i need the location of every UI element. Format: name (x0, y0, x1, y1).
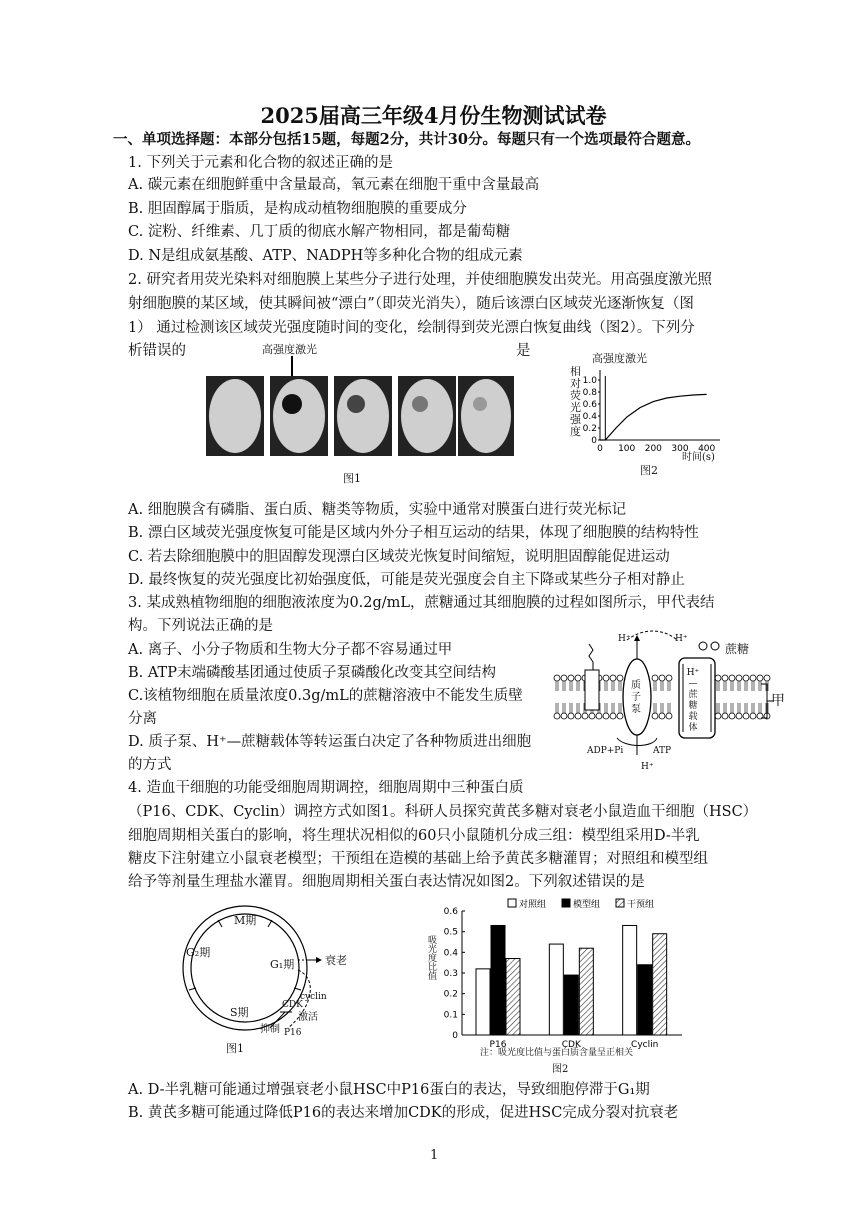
phospholipid-tail (570, 681, 572, 691)
pump-char: 泵 (631, 704, 641, 715)
phospholipid-tail (661, 703, 663, 713)
category-label: Cyclin (631, 1040, 659, 1050)
proton-pump-label (630, 680, 642, 716)
phospholipid-tail (752, 703, 754, 713)
phospholipid-head (582, 713, 588, 719)
h-ion-bottom-label: H⁺ (641, 762, 654, 772)
phospholipid-tail (759, 681, 761, 691)
legend-label: 对照组 (519, 900, 547, 910)
phospholipid-head (589, 713, 595, 719)
q4-stem-line5: 给予等剂量生理盐水灌胃。细胞周期相关蛋白表达情况如图2。下列叙述错误的是 (128, 874, 645, 890)
phospholipid-head (722, 675, 728, 681)
phospholipid-head (715, 713, 721, 719)
x-tick-label: 400 (698, 444, 716, 454)
phospholipid-tail (612, 681, 614, 691)
phospholipid-tail (745, 681, 747, 691)
activate-label: 激活 (298, 1012, 318, 1023)
bar-chart-plot (420, 895, 690, 1050)
phospholipid-head (743, 713, 749, 719)
sucrose-label: 蔗糖 (725, 642, 750, 656)
bar-chart-caption: 图2 (552, 1064, 569, 1075)
page-number: 1 (430, 1148, 439, 1163)
phospholipid-tail (577, 681, 579, 691)
q2-figure2 (562, 350, 732, 480)
fig2-xlabel: 时间(s) (682, 452, 715, 463)
phospholipid-head (666, 713, 672, 719)
bar-Cyclin-0 (623, 925, 637, 1035)
phospholipid-head (554, 675, 560, 681)
y-tick-label: 1.0 (582, 376, 597, 386)
y-tick-label: 0.3 (443, 969, 458, 979)
phospholipid-head (722, 713, 728, 719)
cell-image-2 (270, 376, 328, 456)
bar-P16-1 (491, 925, 505, 1035)
y-tick-label: 0 (591, 436, 597, 446)
bar-CDK-1 (564, 975, 578, 1035)
inhibit-label: 抑制 (260, 1024, 280, 1035)
phospholipid-head (610, 713, 616, 719)
phospholipid-head (617, 713, 623, 719)
y-tick-label: 0.8 (582, 388, 597, 398)
q2-option-d: D. 最终恢复的荧光强度比初始强度低，可能是荧光强度会自主下降或某些分子相对静止 (128, 572, 685, 588)
phospholipid-head (596, 713, 602, 719)
m-phase-label: M期 (234, 914, 257, 927)
q4-stem-line1: 4. 造血干细胞的功能受细胞周期调控，细胞周期中三种蛋白质 (128, 780, 524, 796)
q3-option-b: B. ATP末端磷酸基团通过使质子泵磷酸化改变其空间结构 (128, 665, 496, 681)
legend-label: 干预组 (627, 900, 655, 910)
cycle-caption: 图1 (226, 1042, 244, 1055)
carrier-char: 糖 (688, 701, 698, 711)
sucrose-ring (699, 642, 707, 650)
cell-cycle-diagram (170, 900, 370, 1060)
q4-option-b: B. 黄芪多糖可能通过降低P16的表达来增加CDK的形成，促进HSC完成分裂对抗衰老 (128, 1105, 679, 1121)
phospholipid-tail (605, 681, 607, 691)
phospholipid-head (568, 675, 574, 681)
phospholipid-head (743, 675, 749, 681)
phospholipid-head (736, 713, 742, 719)
phospholipid-head (652, 713, 658, 719)
carrier-char: 载 (688, 712, 698, 722)
fig2-caption: 图2 (640, 464, 658, 477)
section-heading: 一、单项选择题：本部分包括15题，每题2分，共计30分。每题只有一个选项最符合题意。 (113, 131, 700, 148)
phospholipid-tail (619, 681, 621, 691)
q2-stem-line4-right: 是 (516, 343, 531, 359)
q3-stem-line1: 3. 某成熟植物细胞的细胞液浓度为0.2g/mL，蔗糖通过其细胞膜的过程如图所示，甲代表结 (128, 595, 715, 611)
y-tick-label: 0.6 (582, 400, 597, 410)
ylabel-char: 对 (570, 377, 581, 390)
phospholipid-head (757, 675, 763, 681)
legend-swatch (508, 899, 516, 907)
category-label: P16 (489, 1040, 507, 1050)
carrier-char: H⁺ (686, 668, 700, 678)
y-tick-label: 0.2 (443, 989, 458, 1000)
q4-bar-chart (420, 895, 690, 1075)
q3-membrane-figure (553, 628, 793, 773)
phospholipid-head (750, 713, 756, 719)
exam-title: 2025届高三年级4月份生物测试试卷 (260, 103, 607, 128)
phospholipid-tail (717, 681, 719, 691)
glycan-chain (589, 644, 593, 670)
adp-pi-label: ADP+Pi (587, 746, 624, 756)
h-ion-dashed-arrow (627, 631, 677, 640)
q4-stem-line4: 糖皮下注射建立小鼠衰老模型；干预组在造模的基础上给予黄芪多糖灌胃；对照组和模型组 (128, 851, 708, 867)
phospholipid-head (610, 675, 616, 681)
ylabel-char: 光 (570, 401, 581, 414)
bar-chart-ylabel: 吸光度比值 (426, 935, 436, 980)
carrier-char: 蔗 (688, 690, 698, 700)
atp-label: ATP (653, 746, 672, 756)
q3-option-d-cont: 的方式 (128, 757, 172, 773)
cyclin-label: cyclin (300, 992, 327, 1002)
q4-stem-line2: （P16、CDK、Cyclin）调控方式如图1。科研人员探究黄芪多糖对衰老小鼠造血干细胞（HSC） (128, 804, 758, 820)
q1-option-c: C. 淀粉、纤维素、几丁质的彻底水解产物相同，都是葡萄糖 (128, 224, 511, 240)
y-tick-label: 0.4 (582, 412, 597, 422)
phospholipid-tail (661, 681, 663, 691)
phospholipid-head (554, 713, 560, 719)
phospholipid-head (575, 713, 581, 719)
phospholipid-tail (668, 703, 670, 713)
q2-stem-line2: 射细胞膜的某区域，使其瞬间被“漂白”（即荧光消失），随后该漂白区域荧光逐渐恢复（图 (128, 296, 694, 312)
x-tick-label: 100 (618, 444, 636, 454)
bar-Cyclin-2 (653, 934, 667, 1035)
cell-image-5 (458, 376, 514, 456)
ylabel-char: 强 (570, 413, 581, 426)
phospholipid-tail (759, 703, 761, 713)
phospholipid-head (561, 713, 567, 719)
category-label: CDK (561, 1040, 581, 1050)
y-tick-label: 0 (452, 1031, 458, 1041)
phospholipid-head (568, 713, 574, 719)
q3-option-c-cont: 分离 (128, 711, 157, 727)
phospholipid-tail (668, 681, 670, 691)
phospholipid-head (729, 675, 735, 681)
q2-stem-line3: 1） 通过检测该区域荧光强度随时间的变化，绘制得到荧光漂白恢复曲线（图2）。下列分 (128, 320, 695, 336)
fig1-caption: 图1 (343, 472, 361, 485)
phospholipid-head (736, 675, 742, 681)
h-ion-label-2: H⁺ (675, 634, 688, 644)
q2-figure1 (200, 338, 520, 488)
phospholipid-tail (731, 681, 733, 691)
carrier-char: 体 (688, 723, 698, 733)
g1-phase-label: G₁期 (270, 958, 295, 971)
s-phase-label: S期 (230, 1006, 249, 1019)
phospholipid-tail (605, 703, 607, 713)
phospholipid-tail (612, 703, 614, 713)
q3-option-a: A. 离子、小分子物质和生物大分子都不容易通过甲 (128, 642, 453, 658)
sucrose-ring (711, 642, 719, 650)
phospholipid-tail (563, 681, 565, 691)
phospholipid-head (666, 675, 672, 681)
phospholipid-head (603, 713, 609, 719)
phospholipid-tail (563, 703, 565, 713)
cdk-label: CDK (282, 1000, 303, 1010)
legend-label: 模型组 (573, 900, 601, 910)
q1-stem: 1. 下列关于元素和化合物的叙述正确的是 (128, 155, 393, 171)
recovery-curve (600, 394, 707, 440)
phospholipid-head (729, 713, 735, 719)
phospholipid-tail (745, 703, 747, 713)
phospholipid-tail (738, 703, 740, 713)
phospholipid-tail (654, 681, 656, 691)
ylabel-char: 度 (570, 425, 581, 438)
phospholipid-head (659, 713, 665, 719)
phospholipid-tail (724, 681, 726, 691)
h-ion-label: H⁺ (618, 634, 631, 644)
bar-P16-0 (476, 969, 490, 1035)
y-tick-label: 0.5 (443, 927, 458, 938)
y-tick-label: 0.4 (443, 948, 458, 959)
pump-char: 质 (631, 680, 641, 691)
x-tick-label: 0 (597, 444, 603, 454)
phospholipid-tail (570, 703, 572, 713)
legend-swatch (562, 899, 570, 907)
q2-option-a: A. 细胞膜含有磷脂、蛋白质、糖类等物质，实验中通常对膜蛋白进行荧光标记 (128, 502, 627, 518)
phospholipid-tail (556, 703, 558, 713)
q3-stem-line2: 构。下列说法正确的是 (128, 618, 273, 634)
phospholipid-head (561, 675, 567, 681)
h-sucrose-carrier-label (686, 668, 700, 734)
x-tick-label: 200 (644, 444, 662, 454)
q3-option-d: D. 质子泵、H⁺—蔗糖载体等转运蛋白决定了各种物质进出细胞 (128, 734, 532, 750)
q2-stem-line4-left: 析错误的 (128, 343, 186, 359)
y-tick-label: 0.1 (443, 1010, 458, 1021)
phospholipid-head (715, 675, 721, 681)
q4-stem-line3: 细胞周期相关蛋白的影响，将生理状况相似的60只小鼠随机分成三组：模型组采用D-半乳 (128, 828, 700, 844)
phospholipid-tail (752, 681, 754, 691)
phospholipid-tail (556, 681, 558, 691)
senescence-label: 衰老 (325, 954, 347, 967)
pump-arrow-head (634, 635, 640, 641)
phospholipid-tail (724, 703, 726, 713)
cell-image-3 (334, 376, 392, 456)
bar-chart-note: 注：吸光度比值与蛋白质含量呈正相关 (480, 1048, 634, 1058)
phospholipid-tail (717, 703, 719, 713)
legend-swatch (616, 899, 624, 907)
p16-label: P16 (284, 1028, 302, 1038)
q2-option-c: C. 若去除细胞膜中的胆固醇发现漂白区域荧光恢复时间缩短，说明胆固醇能促进运动 (128, 549, 670, 565)
ylabel-char: 相 (570, 365, 581, 378)
phospholipid-head (603, 675, 609, 681)
q4-option-a: A. D-半乳糖可能通过增强衰老小鼠HSC中P16蛋白的表达，导致细胞停滞于G₁期 (128, 1082, 650, 1098)
q1-option-a: A. 碳元素在细胞鲜重中含量最高，氧元素在细胞干重中含量最高 (128, 177, 540, 193)
q1-option-b: B. 胆固醇属于脂质，是构成动植物细胞膜的重要成分 (128, 201, 467, 217)
bar-CDK-0 (549, 944, 563, 1035)
phospholipid-tail (577, 703, 579, 713)
cell-image-1 (206, 376, 264, 456)
laser-label: 高强度激光 (262, 343, 317, 356)
membrane-protein (585, 670, 599, 710)
x-tick-label: 300 (671, 444, 689, 454)
phospholipid-head (750, 675, 756, 681)
phospholipid-head (617, 675, 623, 681)
y-tick-label: 0.6 (443, 907, 458, 917)
bar-CDK-2 (579, 948, 593, 1035)
phospholipid-head (764, 675, 770, 681)
bar-P16-2 (506, 959, 520, 1035)
phospholipid-tail (731, 703, 733, 713)
q2-option-b: B. 漂白区域荧光强度恢复可能是区域内外分子相互运动的结果，体现了细胞膜的结构特性 (128, 525, 699, 541)
phospholipid-head (575, 675, 581, 681)
cell-image-4 (398, 376, 456, 456)
g2-phase-label: G₂期 (186, 946, 211, 959)
fig2-laser-label: 高强度激光 (592, 352, 647, 365)
y-tick-label: 0.2 (582, 424, 597, 434)
q4-cell-cycle-figure (170, 900, 370, 1060)
phospholipid-tail (654, 703, 656, 713)
ylabel-char: 荧 (570, 389, 581, 402)
bar-Cyclin-1 (638, 965, 652, 1035)
q3-option-c: C.该植物细胞在质量浓度0.3g/mL的蔗糖溶液中不能发生质壁 (128, 688, 523, 704)
phospholipid-head (652, 675, 658, 681)
q1-option-d: D. N是组成氨基酸、ATP、NADPH等多种化合物的组成元素 (128, 248, 523, 264)
phospholipid-head (659, 675, 665, 681)
phospholipid-tail (738, 681, 740, 691)
q2-stem-line1: 2. 研究者用荧光染料对细胞膜上某些分子进行处理，并使细胞膜发出荧光。用高强度激光照 (128, 272, 712, 288)
pump-char: 子 (631, 692, 641, 703)
structure-jia-label: 甲 (771, 693, 785, 709)
phospholipid-tail (619, 703, 621, 713)
carrier-char: — (688, 679, 698, 689)
